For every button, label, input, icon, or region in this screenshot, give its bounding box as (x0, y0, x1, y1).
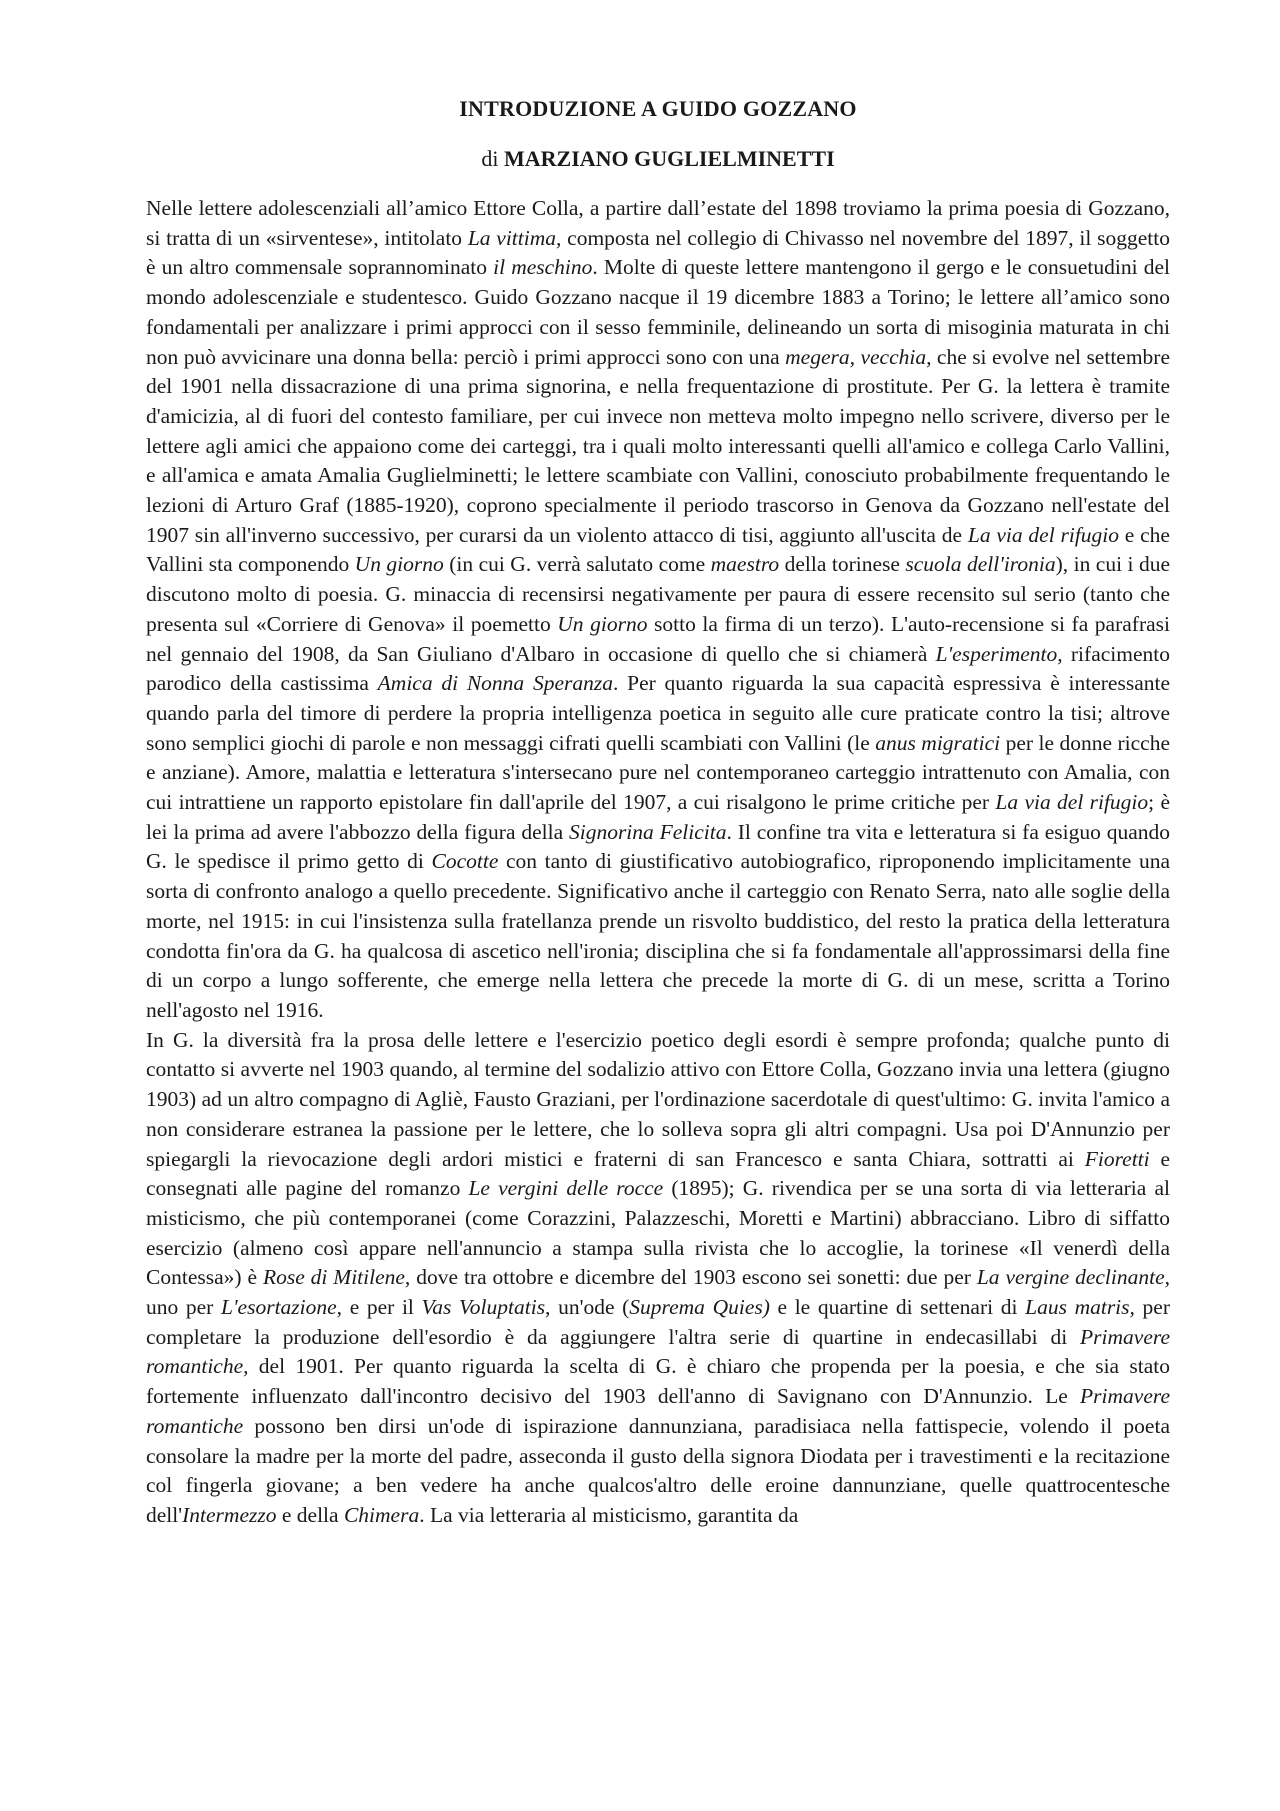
paragraph-2 (146, 1026, 1170, 1531)
text-run: possono ben dirsi un'ode di ispirazione dannunziana, paradisiaca nella fattispecie, volendo il poeta consolare la madre per la morte del padre, asseconda il gusto della signora Diodata per i travestimenti e la recitazione col fingerla giovane; a ben vedere ha anche qualcos'altro delle eroine dannunziane, quelle quattrocentesche dell' (146, 1413, 1170, 1527)
text-run: per le donne ricche e anziane). Amore, malattia e letteratura s'intersecano pure nel contemporaneo carteggio intrattenuto con Amalia, con cui intrattiene un rapporto epistolare fin dall'aprile del 1907, a cui risalgono le prime critiche per (146, 730, 1170, 815)
italic-text-run: Un giorno (354, 552, 444, 577)
paragraph-1 (146, 194, 1170, 1026)
italic-text-run: Amica di Nonna Speranza (377, 671, 613, 696)
text-run: (in cui G. verrà salutato come (443, 552, 711, 577)
text-run: ; è lei la prima ad avere l'abbozzo della figura della (146, 790, 1170, 844)
document-byline (146, 146, 1170, 172)
author-name: MARZIANO GUGLIELMINETTI (503, 146, 835, 171)
text-run: . Per quanto riguarda la sua capacità espressiva è interessante quando parla del timore di perdere la propria intelligenza poetica in seguito alle cure praticate contro la tisi; altrove sono semplici giochi di parole e non messaggi cifrati quelli scambiati con Vallini (le (146, 671, 1171, 755)
italic-text-run: Signorina Felicita (568, 819, 727, 844)
italic-text-run: Suprema Quies) (629, 1295, 770, 1320)
text-run: e che Vallini sta componendo (146, 522, 1170, 577)
text-run: In G. la diversità fra la prosa delle lettere e l'esercizio poetico degli esordi è sempre profonda; qualche punto di contatto si avverte nel 1903 quando, al termine del sodalizio attivo con Ettore Colla, Gozzano invia una lettera (giugno 1903) ad un altro compagno di Agliè, Fausto Graziani, per l'ordinazione sacerdotale di quest'ultimo: G. invita l'amico a non considerare estranea la passione per le lettere, che lo solleva sopra gli altri compagni. Usa poi D'Annunzio per spiegargli la rievocazione degli ardori mistici e fraterni di san Francesco e santa Chiara, sottratti ai (146, 1027, 1170, 1171)
text-run: con tanto di giustificativo autobiografico, riproponendo implicitamente una sorta di confronto analogo a quello precedente. Significativo anche il carteggio con Renato Serra, nato alle soglie della morte, nel 1915: in cui l'insistenza sulla fratellanza prende un risvolto buddistico, del resto la pratica della letteratura condotta fin'ora da G. ha qualcosa di ascetico nell'ironia; disciplina che si fa fondamentale all'approssimarsi della fine di un corpo a lungo sofferente, che emerge nella lettera che precede la morte di G. di un mese, scritta a Torino nell'agosto nel 1916. (146, 849, 1170, 1022)
text-run: che si evolve nel settembre del 1901 nella dissacrazione di una prima signorina, e nella frequentazione di prostitute. Per G. la lettera è tramite d'amicizia, al di fuori del contesto familiare, per cui invece non metteva molto impegno nello scrivere, diverso per le lettere agli amici che appaiono come dei carteggi, tra i quali molto interessanti quelli all'amico e collega Carlo Vallini, e all'amica e amata Amalia Guglielminetti; le lettere scambiate con Vallini, conosciuto probabilmente frequentando le lezioni di Arturo Graf (1885-1920), coprono specialmente il periodo trascorso in Genova da Gozzano nell'estate del 1907 sin all'inverno successivo, per curarsi da un violento attacco di tisi, aggiunto all'uscita de (146, 344, 1171, 547)
italic-text-run: Un giorno (557, 611, 648, 636)
text-run: rifacimento parodico della castissima (146, 641, 1170, 696)
italic-text-run: Primavere romantiche, (146, 1324, 1170, 1379)
text-run: . Il confine tra vita e letteratura si fa esiguo quando G. le spedisce il primo getto di (146, 819, 1170, 874)
text-run: e della (276, 1502, 344, 1527)
body-text (146, 194, 1170, 1531)
text-run: . Molte di queste lettere mantengono il gergo e le consuetudini del mondo adolescenziale e studentesco. Guido Gozzano nacque il 19 dicembre 1883 a Torino; le lettere all’amico sono fondamentali per analizzare i primi approcci con il sesso femminile, delineando un sorta di misoginia maturata in chi non può avvicinare una donna bella: perciò i primi approcci sono con una (146, 255, 1170, 369)
italic-text-run: La vittima, (467, 225, 562, 250)
text-run: . La via letteraria al misticismo, garantita da (419, 1502, 799, 1527)
byline-prefix: di (481, 146, 499, 171)
italic-text-run: Intermezzo (182, 1502, 277, 1527)
text-run: del 1901. Per quanto riguarda la scelta di G. è chiaro che propenda per la poesia, e che sia stato fortemente influenzato dall'incontro decisivo del 1903 dell'anno di Savignano con D'Annunzio. Le (146, 1354, 1170, 1409)
italic-text-run: Fioretti (1084, 1146, 1150, 1171)
italic-text-run: anus migratici (875, 730, 1001, 755)
italic-text-run: La via del rifugio (967, 522, 1120, 547)
text-run: sotto la firma di un terzo). L'auto-recensione si fa parafrasi nel gennaio del 1908, da San Giuliano d'Albaro in occasione di quello che si chiamerà (146, 611, 1170, 666)
text-run: un'ode ( (550, 1295, 630, 1320)
italic-text-run: il meschino (493, 255, 593, 280)
text-run: composta nel collegio di Chivasso nel novembre del 1897, il soggetto è un altro commensale soprannominato (146, 225, 1170, 280)
text-run: della torinese (779, 552, 906, 577)
italic-text-run: Vas Voluptatis, (421, 1295, 551, 1320)
italic-text-run: Laus matris, (1025, 1295, 1135, 1320)
document-title: INTRODUZIONE A GUIDO GOZZANO (459, 96, 857, 121)
text-run: (1895); G. rivendica per se una sorta di via letteraria al misticismo, che più contemporanei (come Corazzini, Palazzeschi, Moretti e Martini) abbracciano. Libro di siffatto esercizio (almeno così appare nell'annuncio a stampa sulla rivista che lo accoglie, la torinese «Il venerdì della Contessa») è (146, 1176, 1170, 1290)
italic-text-run: scuola dell'ironia (905, 552, 1056, 577)
text-run: ), in cui i due discutono molto di poesia. G. minaccia di recensirsi negativamente per paura di essere recensito sul serio (tanto che presenta sul «Corriere di Genova» il poemetto (146, 552, 1170, 636)
italic-text-run: La via del rifugio (995, 790, 1149, 815)
italic-text-run: Le vergini delle rocce (468, 1176, 664, 1201)
italic-text-run: L'esortazione, (220, 1295, 343, 1320)
text-run: e consegnati alle pagine del romanzo (146, 1146, 1170, 1201)
text-run: e le quartine di settenari di (769, 1295, 1026, 1320)
text-run: Nelle lettere adolescenziali all’amico Ettore Colla, a partire dall’estate del 1898 troviamo la prima poesia di Gozzano, si tratta di un «sirventese», intitolato (146, 196, 1170, 250)
italic-text-run: L'esperimento, (935, 641, 1063, 666)
text-run: per completare la produzione dell'esordio è da aggiungere l'altra serie di quartine in endecasillabi di (146, 1295, 1170, 1349)
italic-text-run: maestro (710, 552, 780, 577)
italic-text-run: Primavere romantiche (146, 1384, 1170, 1438)
italic-text-run: La vergine declinante, (976, 1265, 1170, 1290)
text-run: uno per (146, 1295, 221, 1320)
text-run: dove tra ottobre e dicembre del 1903 escono sei sonetti: due per (410, 1265, 977, 1290)
italic-text-run: Rose di Mitilene, (262, 1265, 411, 1290)
italic-text-run: Chimera (343, 1502, 420, 1527)
italic-text-run: Cocotte (431, 849, 499, 874)
italic-text-run: megera, vecchia, (785, 344, 932, 369)
text-run: e per il (342, 1295, 422, 1320)
